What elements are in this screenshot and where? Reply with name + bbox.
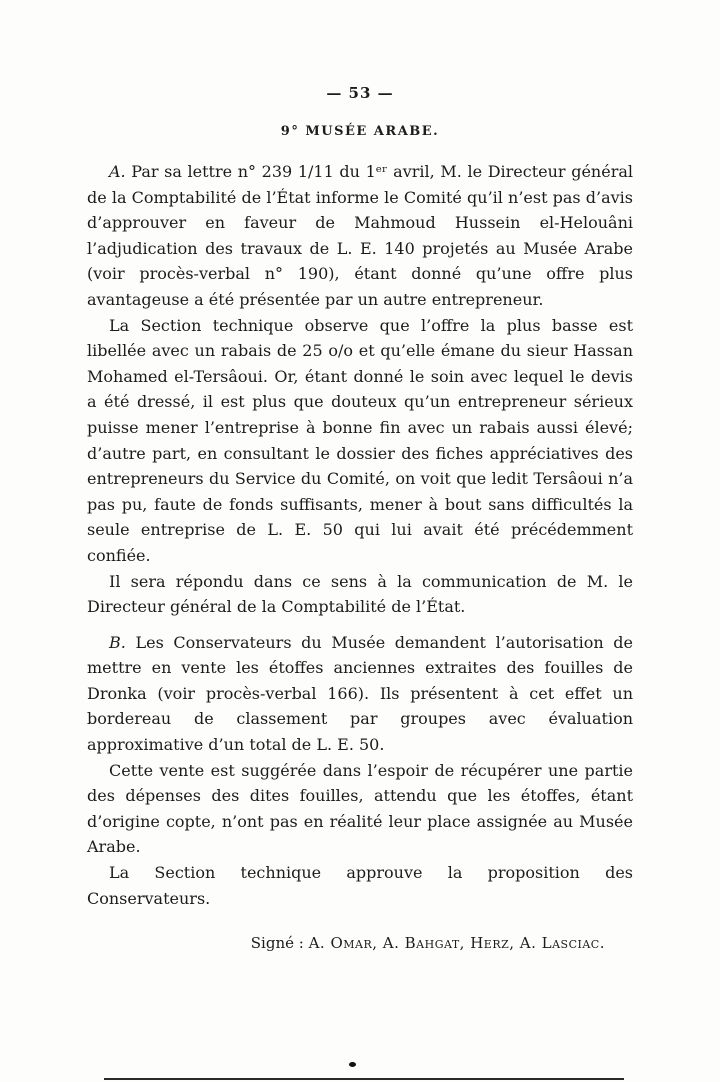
page-number: — 53 — bbox=[326, 84, 394, 102]
paragraph-text: Par sa lettre n° 239 1/11 du 1ᵉʳ avril, M. le Directeur général de la Comptabilité de l’État informe le Comité qu’il n’est pas d’avis d’approuver en faveur de Mahmoud Hussein el-Helouâni l’adjudication des travaux de L. E. 140 projetés au Musée Arabe (voir procès-verbal n° 190), étant donné qu’une offre plus avantageuse a été présentée par un autre entrepreneur. bbox=[87, 162, 633, 309]
scan-ink-speck bbox=[349, 1062, 356, 1067]
paragraph-text: Cette vente est suggérée dans l’espoir de récupérer une partie des dépenses des dites fouilles, attendu que les étoffes, étant d’origine copte, n’ont pas en réalité leur place assignée au Musée Arabe. bbox=[87, 760, 633, 857]
paragraph bbox=[87, 758, 633, 860]
paragraph-text: Il sera répondu dans ce sens à la communication de M. le Directeur général de la Comptabilité de l’État. bbox=[87, 571, 633, 617]
paragraph-text: Les Conservateurs du Musée demandent l’autorisation de mettre en vente les étoffes anciennes extraites des fouilles de Dronka (voir procès-verbal 166). Ils présentent à cet effet un bordereau de classement par groupes avec évaluation approximative d’un total de L. E. 50. bbox=[87, 632, 633, 755]
paragraph bbox=[87, 159, 633, 313]
paragraph-text: La Section technique approuve la proposition des Conservateurs. bbox=[87, 863, 633, 908]
paragraph bbox=[87, 860, 633, 911]
signature-names: A. Omar, A. Bahgat, Herz, A. Lasciac. bbox=[308, 934, 605, 953]
document-page bbox=[87, 0, 633, 957]
section-heading: 9° MUSÉE ARABE. bbox=[280, 124, 440, 139]
paragraph bbox=[87, 630, 633, 758]
signature-prefix: Signé : bbox=[250, 934, 309, 953]
signature-line bbox=[87, 931, 633, 957]
paragraph bbox=[87, 569, 633, 620]
document-body bbox=[87, 159, 633, 957]
paragraph bbox=[87, 313, 633, 569]
paragraph-lead: A. bbox=[109, 162, 132, 181]
scan-edge-line bbox=[104, 1078, 624, 1080]
paragraph-lead: B. bbox=[109, 632, 136, 652]
paragraph-text: La Section technique observe que l’offre la plus basse est libellée avec un rabais de 25 o/o et qu’elle émane du sieur Hassan Mohamed el-Tersâoui. Or, étant donné le soin avec lequel le devis a été dressé, il est plus que douteux qu’un entrepreneur sérieux puisse mener l’entreprise à bonne fin avec un rabais aussi élevé; d’autre part, en consultant le dossier des fiches appréciatives des entrepreneurs du Service du Comité, on voit que ledit Tersâoui n’a pas pu, faute de fonds suffisants, mener à bout sans difficultés la seule entreprise de L. E. 50 qui lui avait été précédemment confiée. bbox=[87, 315, 633, 565]
